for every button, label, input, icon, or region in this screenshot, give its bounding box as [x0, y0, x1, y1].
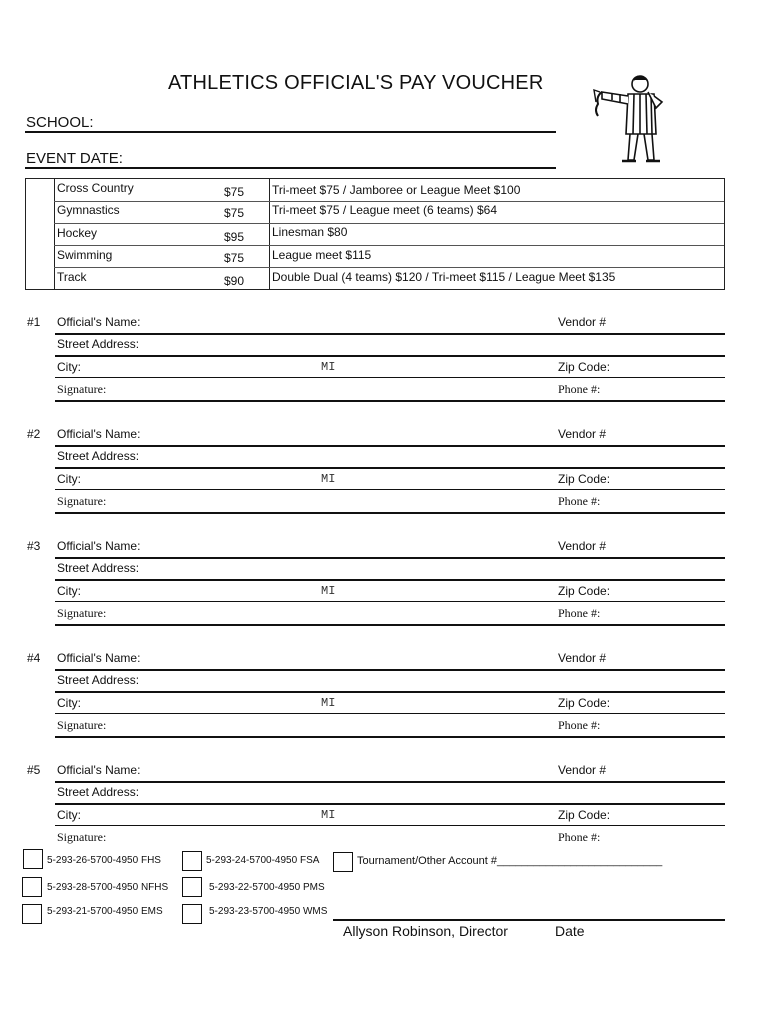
phone-label: Phone #:	[558, 830, 601, 844]
signature-label: Signature:	[57, 830, 107, 844]
signature-field-line[interactable]	[55, 512, 725, 514]
city-field-line[interactable]	[55, 601, 725, 602]
street-field-line[interactable]	[55, 355, 725, 357]
zip-code-label: Zip Code:	[558, 472, 611, 486]
signature-label: Signature:	[57, 718, 107, 732]
phone-label: Phone #:	[558, 718, 601, 732]
rate-sport: Track	[57, 270, 87, 284]
official-block-5	[0, 761, 770, 845]
account-pms-label: 5-293-22-5700-4950 PMS	[209, 882, 325, 893]
name-field-line[interactable]	[55, 445, 725, 447]
signature-label: Signature:	[57, 606, 107, 620]
rate-sport: Hockey	[57, 226, 98, 240]
state-value: MI	[321, 472, 336, 486]
street-field-line[interactable]	[55, 467, 725, 469]
street-address-label: Street Address:	[57, 785, 140, 799]
account-wms-checkbox[interactable]	[182, 904, 202, 924]
rate-sport: Swimming	[57, 248, 113, 262]
street-field-line[interactable]	[55, 803, 725, 805]
official-number: #5	[27, 763, 41, 777]
signature-label: Signature:	[57, 382, 107, 396]
rate-fee: $75	[224, 251, 245, 265]
account-fhs-label: 5-293-26-5700-4950 FHS	[47, 855, 161, 866]
state-value: MI	[321, 696, 336, 710]
name-field-line[interactable]	[55, 669, 725, 671]
official-block-2	[0, 425, 770, 521]
name-field-line[interactable]	[55, 557, 725, 559]
referee-with-whistle-icon	[590, 72, 670, 166]
city-field-line[interactable]	[55, 825, 725, 826]
city-label: City:	[57, 584, 81, 598]
name-field-line[interactable]	[55, 333, 725, 335]
school-field-line[interactable]	[25, 131, 556, 133]
rate-sport: Gymnastics	[57, 203, 120, 217]
account-fsa-checkbox[interactable]	[182, 851, 202, 871]
city-label: City:	[57, 808, 81, 822]
account-tournament-label: Tournament/Other Account #___________________________	[357, 855, 663, 867]
rate-detail: Linesman $80	[272, 225, 348, 239]
city-field-line[interactable]	[55, 377, 725, 378]
officials-name-label: Official's Name:	[57, 651, 141, 665]
officials-name-label: Official's Name:	[57, 427, 141, 441]
account-ems-checkbox[interactable]	[22, 904, 42, 924]
official-number: #4	[27, 651, 41, 665]
account-pms-checkbox[interactable]	[182, 877, 202, 897]
official-block-4	[0, 649, 770, 745]
official-number: #1	[27, 315, 41, 329]
state-value: MI	[321, 584, 336, 598]
zip-code-label: Zip Code:	[558, 696, 611, 710]
officials-name-label: Official's Name:	[57, 763, 141, 777]
school-label: SCHOOL:	[26, 114, 94, 131]
account-nfhs-label: 5-293-28-5700-4950 NFHS	[47, 882, 169, 893]
account-fsa-label: 5-293-24-5700-4950 FSA	[206, 855, 320, 866]
rate-detail: Double Dual (4 teams) $120 / Tri-meet $115 / League Meet $135	[272, 270, 616, 284]
officials-name-label: Official's Name:	[57, 315, 141, 329]
zip-code-label: Zip Code:	[558, 808, 611, 822]
signature-field-line[interactable]	[55, 400, 725, 402]
city-label: City:	[57, 696, 81, 710]
phone-label: Phone #:	[558, 606, 601, 620]
vendor-label: Vendor #	[558, 651, 607, 665]
vendor-label: Vendor #	[558, 539, 607, 553]
street-address-label: Street Address:	[57, 673, 140, 687]
vendor-label: Vendor #	[558, 427, 607, 441]
vendor-label: Vendor #	[558, 763, 607, 777]
event-date-field-line[interactable]	[25, 167, 556, 169]
street-address-label: Street Address:	[57, 449, 140, 463]
rate-fee: $95	[224, 230, 245, 244]
account-wms-label: 5-293-23-5700-4950 WMS	[209, 906, 328, 917]
rate-fee: $75	[224, 206, 245, 220]
official-block-1	[0, 313, 770, 409]
street-address-label: Street Address:	[57, 337, 140, 351]
official-block-3	[0, 537, 770, 633]
city-field-line[interactable]	[55, 489, 725, 490]
account-tournament-checkbox[interactable]	[333, 852, 353, 872]
date-label: Date	[555, 923, 585, 939]
rates-table	[25, 178, 725, 290]
state-value: MI	[321, 360, 336, 374]
official-number: #3	[27, 539, 41, 553]
city-field-line[interactable]	[55, 713, 725, 714]
rate-detail: League meet $115	[272, 248, 372, 262]
rate-fee: $90	[224, 274, 245, 288]
event-date-label: EVENT DATE:	[26, 150, 123, 167]
rate-detail: Tri-meet $75 / Jamboree or League Meet $100	[272, 183, 521, 197]
rate-fee: $75	[224, 185, 245, 199]
official-number: #2	[27, 427, 41, 441]
state-value: MI	[321, 808, 336, 822]
rate-sport: Cross Country	[57, 181, 134, 195]
signature-label: Signature:	[57, 494, 107, 508]
zip-code-label: Zip Code:	[558, 360, 611, 374]
account-nfhs-checkbox[interactable]	[22, 877, 42, 897]
street-field-line[interactable]	[55, 579, 725, 581]
city-label: City:	[57, 472, 81, 486]
phone-label: Phone #:	[558, 494, 601, 508]
signature-field-line[interactable]	[55, 624, 725, 626]
director-name: Allyson Robinson, Director	[343, 923, 508, 939]
signature-field-line[interactable]	[55, 736, 725, 738]
street-address-label: Street Address:	[57, 561, 140, 575]
account-fhs-checkbox[interactable]	[23, 849, 43, 869]
page-title: ATHLETICS OFFICIAL'S PAY VOUCHER	[168, 72, 544, 94]
officials-name-label: Official's Name:	[57, 539, 141, 553]
name-field-line[interactable]	[55, 781, 725, 783]
zip-code-label: Zip Code:	[558, 584, 611, 598]
city-label: City:	[57, 360, 81, 374]
director-signature-line[interactable]	[333, 919, 725, 921]
rate-detail: Tri-meet $75 / League meet (6 teams) $64	[272, 203, 497, 217]
vendor-label: Vendor #	[558, 315, 607, 329]
phone-label: Phone #:	[558, 382, 601, 396]
account-ems-label: 5-293-21-5700-4950 EMS	[47, 906, 163, 917]
street-field-line[interactable]	[55, 691, 725, 693]
